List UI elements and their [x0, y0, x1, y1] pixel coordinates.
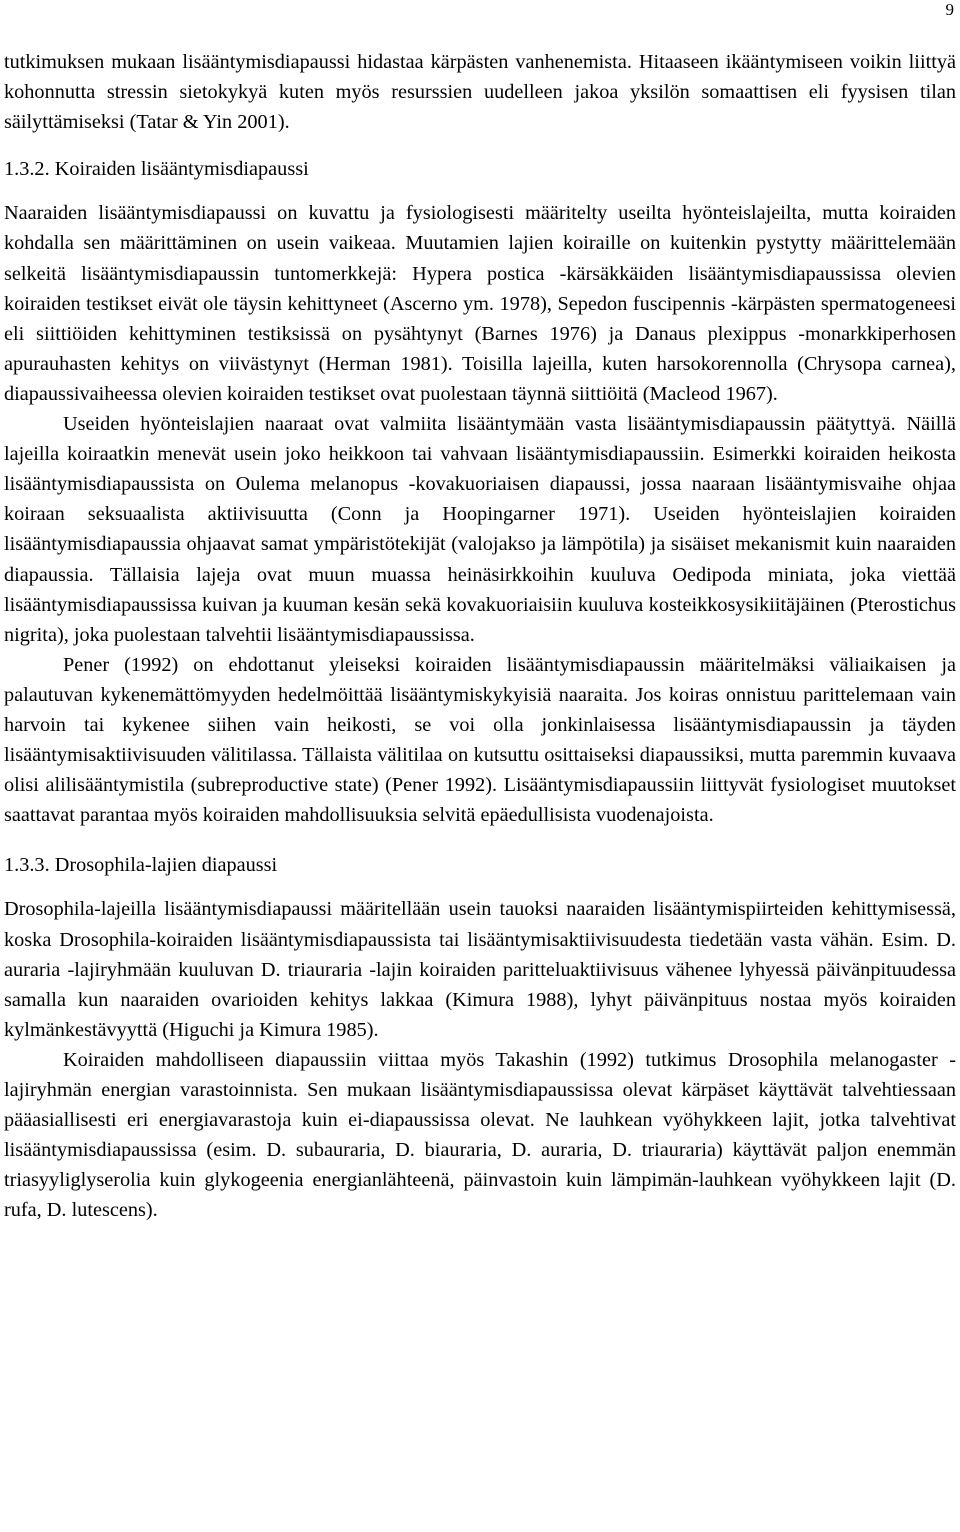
document-page [4, 47, 956, 1225]
section-heading-1-3-2: 1.3.2. Koiraiden lisääntymisdiapaussi [4, 158, 309, 181]
section-heading-1-3-3: 1.3.3. Drosophila-lajien diapaussi [4, 854, 278, 877]
paragraph-1-3-2-b: Useiden hyönteislajien naaraat ovat valmiita lisääntymään vasta lisääntymisdiapaussin päätyttyä. Näillä lajeilla koiraatkin menevät usein joko heikkoon tai vahvaan lisääntymisdiapaussiin. Esimerkki koiraiden heikosta lisääntymisdiapaussista on Oulema melanopus -kovakuoriaisen diapaussi, jossa naaraan lisääntymisvaihe ohjaa koiraan seksuaalista aktiivisuutta (Conn ja Hoopingarner 1971). Useiden hyönteislajien koiraiden lisääntymisdiapaussia ohjaavat samat ympäristötekijät (valojakso ja lämpötila) ja sisäiset mekanismit kuin naaraiden diapaussia. Tällaisia lajeja ovat muun muassa heinäsirkkoihin kuuluva Oedipoda miniata, joka viettää lisääntymisdiapaussissa kuivan ja kuuman kesän sekä kovakuoriaisiin kuuluva kosteikkosysikiitäjäinen (Pterostichus nigrita), joka puolestaan talvehtii lisääntymisdiapaussissa. [4, 413, 956, 646]
paragraph-1-3-2-a: Naaraiden lisääntymisdiapaussi on kuvattu ja fysiologisesti määritelty useilta hyönteislajeilta, mutta koiraiden kohdalla sen määrittäminen on usein vaikeaa. Muutamien lajien koiraille on kuitenkin pystytty määrittelemään selkeitä lisääntymisdiapaussin tuntomerkkejä: Hypera postica -kärsäkkäiden lisääntymisdiapaussissa olevien koiraiden testikset eivät ole täysin kehittyneet (Ascerno ym. 1978), Sepedon fuscipennis -kärpästen spermatogeneesi eli siittiöiden kehittyminen testiksissä on pysähtynyt (Barnes 1976) ja Danaus plexippus -monarkkiperhosen apurauhasten kehitys on viivästynyt (Herman 1981). Toisilla lajeilla, kuten harsokorennolla (Chrysopa carnea), diapaussivaiheessa olevien koiraiden testikset ovat puolestaan täynnä siittiöitä (Macleod 1967). [4, 202, 956, 405]
intro-paragraph: tutkimuksen mukaan lisääntymisdiapaussi hidastaa kärpästen vanhenemista. Hitaaseen ikääntymiseen voikin liittyä kohonnutta stressin sietokykyä kuten myös resurssien uudelleen jakoa yksilön somaattisen eli fyysisen tilan säilyttämiseksi (Tatar & Yin 2001). [4, 51, 956, 134]
paragraph-1-3-2-c: Pener (1992) on ehdottanut yleiseksi koiraiden lisääntymisdiapaussin määritelmäksi väliaikaisen ja palautuvan kykenemättömyyden hedelmöittää lisääntymiskykyisiä naaraita. Jos koiras onnistuu parittelemaan vain harvoin tai kykenee siihen vain heikosti, se voi olla jonkinlaisessa lisääntymisdiapaussin ja täyden lisääntymisaktiivisuuden välitilassa. Tällaista välitilaa on kutsuttu osittaiseksi diapaussiksi, mutta paremmin kuvaava olisi alilisääntymistila (subreproductive state) (Pener 1992). Lisääntymisdiapaussiin liittyvät fysiologiset muutokset saattavat parantaa myös koiraiden mahdollisuuksia selvitä epäedullisista vuodenajoista. [4, 653, 956, 827]
paragraph-1-3-3-b: Koiraiden mahdolliseen diapaussiin viittaa myös Takashin (1992) tutkimus Drosophila melanogaster -lajiryhmän energian varastoinnista. Sen mukaan lisääntymisdiapaussissa olevat kärpäset käyttävät talvehtiessaan pääasiallisesti eri energiavarastoja kuin ei-diapaussissa olevat. Ne lauhkean vyöhykkeen lajit, jotka talvehtivat lisääntymisdiapaussissa (esim. D. subauraria, D. biauraria, D. auraria, D. triauraria) käyttävät paljon enemmän triasyyliglyserolia kuin glykogeenia energianlähteenä, päinvastoin kuin lämpimän-lauhkean vyöhykkeen lajit (D. rufa, D. lutescens). [4, 1048, 956, 1222]
page-number: 9 [945, 0, 954, 19]
paragraph-1-3-3-a: Drosophila-lajeilla lisääntymisdiapaussi määritellään usein tauoksi naaraiden lisääntymispiirteiden kehittymisessä, koska Drosophila-koiraiden lisääntymisdiapaussista tai lisääntymisaktiivisuudesta tiedetään vasta vähän. Esim. D. auraria -lajiryhmään kuuluvan D. triauraria -lajin koiraiden paritteluaktiivisuus vähenee lyhyessä päivänpituudessa samalla kun naaraiden ovarioiden kehitys lakkaa (Kimura 1988), lyhyt päivänpituus nostaa myös koiraiden kylmänkestävyyttä (Higuchi ja Kimura 1985). [4, 898, 956, 1041]
